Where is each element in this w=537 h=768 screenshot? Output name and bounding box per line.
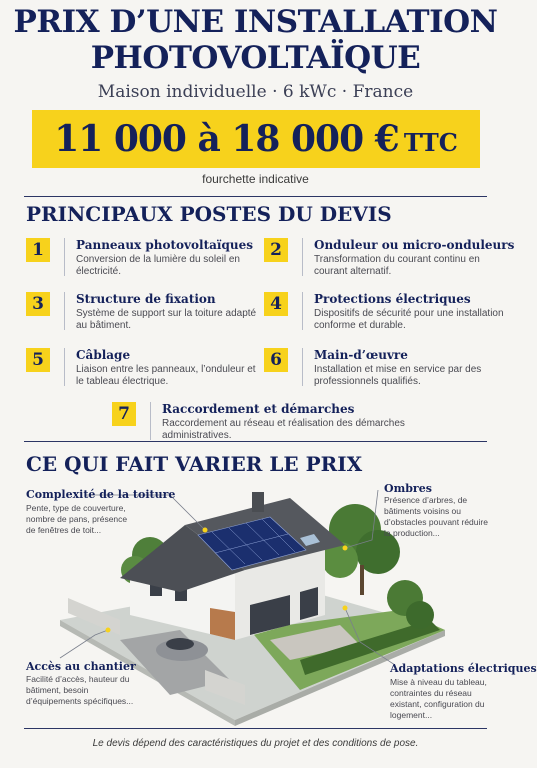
- item-number-badge: 7: [112, 402, 136, 426]
- devis-heading: PRINCIPAUX POSTES DU DEVIS: [26, 202, 392, 226]
- item-description: Raccordement au réseau et réalisation des démarches administratives.: [162, 418, 405, 441]
- price-note: fourchette indicative: [202, 172, 309, 186]
- item-title: Main-d’œuvre: [314, 348, 408, 362]
- item-number-badge: 4: [264, 292, 288, 316]
- item-separator: [302, 238, 303, 276]
- variation-heading: CE QUI FAIT VARIER LE PRIX: [26, 452, 363, 476]
- item-separator: [64, 238, 65, 276]
- callout-title-toiture: Complexité de la toiture: [26, 488, 176, 501]
- item-number-badge: 5: [26, 348, 50, 372]
- item-number-badge: 6: [264, 348, 288, 372]
- item-title: Raccordement et démarches: [162, 402, 355, 416]
- item-separator: [64, 348, 65, 386]
- item-number-badge: 1: [26, 238, 50, 262]
- callout-desc-ombres: Présence d’arbres, de bâtiments voisins ou d’obstacles pouvant réduire la production...: [384, 495, 488, 538]
- price-range: 11 000 à 18 000 €: [54, 118, 399, 160]
- door: [300, 587, 318, 620]
- item-title: Onduleur ou micro-onduleurs: [314, 238, 515, 252]
- item-separator: [302, 292, 303, 330]
- item-title: Câblage: [76, 348, 131, 362]
- callout-title-acces: Accès au chantier: [26, 660, 136, 673]
- item-title: Protections électriques: [314, 292, 471, 306]
- divider: [24, 441, 487, 442]
- callout-desc-electrique: Mise à niveau du tableau, contraintes du réseau existant, configuration du logement...: [390, 677, 487, 720]
- item-description: Installation et mise en service par des professionnels qualifiés.: [314, 364, 482, 387]
- footer-note: Le devis dépend des caractéristiques du projet et des conditions de pose.: [92, 738, 419, 749]
- callout-desc-acces: Facilité d’accès, hauteur du bâtiment, besoin d’équipements spécifiques...: [26, 674, 134, 706]
- shrub: [406, 601, 434, 629]
- item-description: Dispositifs de sécurité pour une installation conforme et durable.: [314, 308, 504, 331]
- callout-dot: [203, 528, 208, 533]
- item-description: Conversion de la lumière du soleil en électricité.: [76, 254, 240, 277]
- price-suffix: TTC: [403, 128, 458, 157]
- price-band: [32, 110, 480, 168]
- item-description: Liaison entre les panneaux, l’onduleur et le tableau électrique.: [76, 364, 256, 387]
- item-title: Structure de fixation: [76, 292, 216, 306]
- item-description: Transformation du courant continu en courant alternatif.: [314, 254, 480, 277]
- item-description: Système de support sur la toiture adapté au bâtiment.: [76, 308, 257, 331]
- divider: [24, 728, 487, 729]
- callout-title-ombres: Ombres: [384, 482, 432, 495]
- callout-dot: [343, 546, 348, 551]
- page-title-line2: PHOTOVOLTAÏQUE: [90, 40, 421, 76]
- chimney: [252, 492, 264, 512]
- callout-desc-toiture: Pente, type de couverture, nombre de pans, présence de fenêtres de toit...: [26, 503, 128, 535]
- page-subtitle: Maison individuelle · 6 kWc · France: [97, 82, 414, 102]
- tree-trunk: [360, 565, 364, 595]
- item-separator: [150, 402, 151, 440]
- item-separator: [64, 292, 65, 330]
- callout-dot: [343, 606, 348, 611]
- divider: [24, 196, 487, 197]
- item-separator: [302, 348, 303, 386]
- callout-title-electrique: Adaptations électriques: [390, 662, 537, 675]
- callout-dot: [106, 628, 111, 633]
- item-number-badge: 2: [264, 238, 288, 262]
- item-number-badge: 3: [26, 292, 50, 316]
- page-title-line1: PRIX D’UNE INSTALLATION: [13, 4, 498, 40]
- item-title: Panneaux photovoltaïques: [76, 238, 253, 252]
